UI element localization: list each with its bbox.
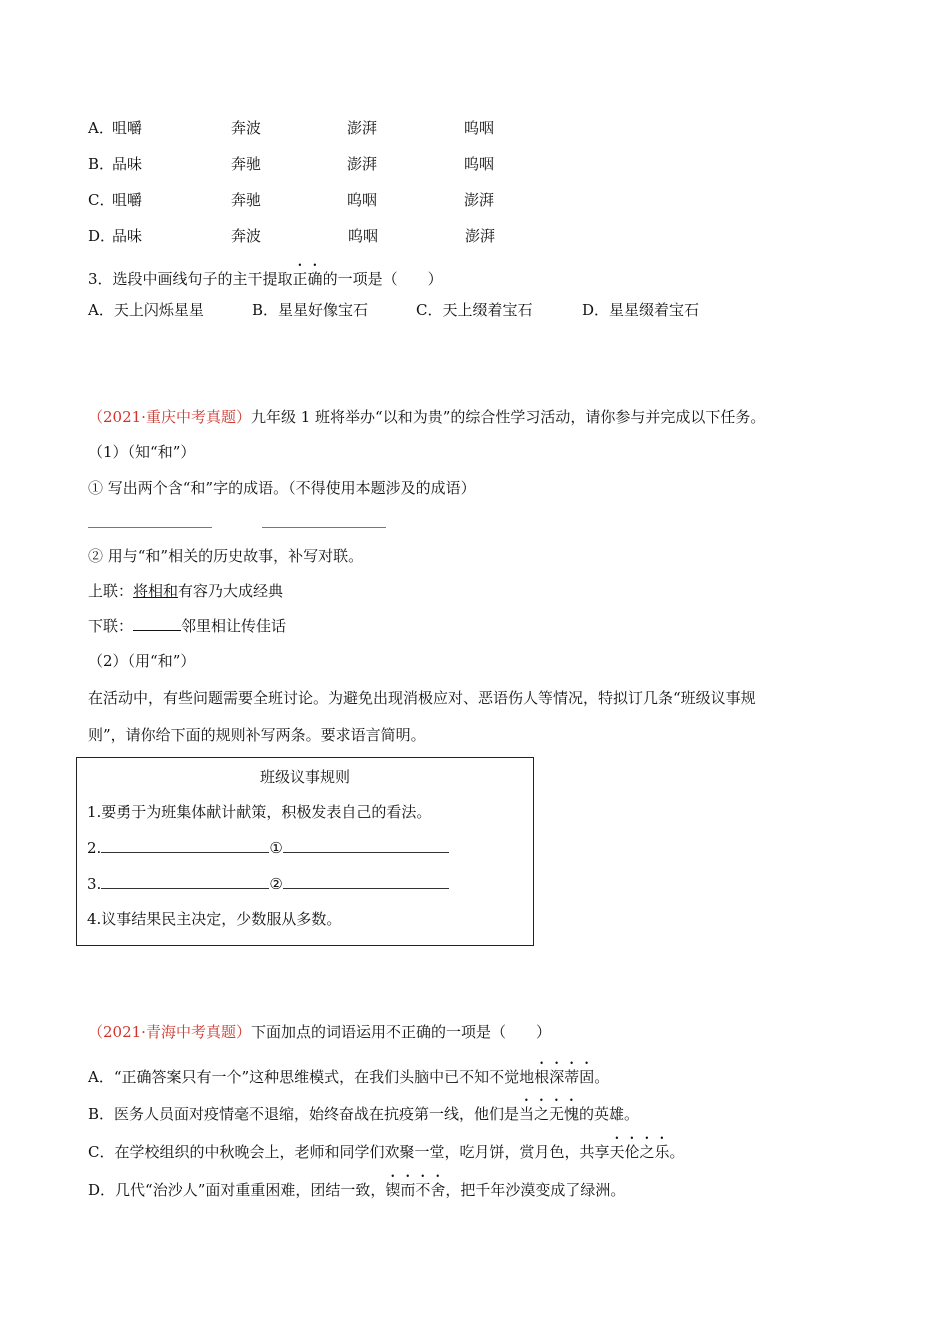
rule-3-fill-blank-2[interactable]: [283, 874, 449, 889]
rule-3-marker: ②: [269, 875, 283, 893]
rule-2-marker: ①: [269, 839, 283, 857]
option-word-4: 呜咽: [464, 155, 495, 173]
option-text-tail: 。: [594, 1068, 610, 1086]
option-text: C．在学校组织的中秋晚会上，老师和同学们欢聚一堂，吃月饼，赏月色，共享: [88, 1143, 610, 1161]
option-word-3: 呜咽: [347, 191, 378, 209]
q3-stem-text: 3．选段中画线句子的主干提取: [88, 270, 293, 288]
rule-1: 1.要勇于为班集体献计献策，积极发表自己的看法。: [87, 803, 432, 821]
emphasis-dotted-word: 当之无愧: [519, 1105, 580, 1123]
option-word-2: 奔波: [231, 119, 262, 137]
option-word-4: 澎湃: [465, 227, 496, 245]
option-word-3: 呜咽: [348, 227, 379, 245]
option-word-3: 澎湃: [347, 119, 378, 137]
qinghai-option-a: [88, 1059, 609, 1087]
emphasis-dotted-word: 正确: [292, 270, 323, 288]
couplet-fill-blank[interactable]: [133, 616, 181, 631]
rule-3-fill-blank[interactable]: [101, 874, 269, 889]
rule-3-number: 3.: [87, 875, 102, 893]
option-letter: A．: [88, 119, 114, 137]
rules-box: [76, 757, 534, 946]
option-letter: B．: [88, 155, 115, 173]
emphasis-dotted-word: 天伦之乐: [609, 1143, 670, 1161]
rule-2: [87, 838, 449, 858]
option-word-2: 奔波: [231, 227, 262, 245]
source-tag: （2021·重庆中考真题）: [88, 408, 251, 426]
part2-title: （2）（用“和”）: [88, 652, 196, 670]
option-word-1: 咀嚼: [112, 191, 143, 209]
q3-option-a: A．天上闪烁星星: [88, 301, 204, 319]
q3-option-b: B．星星好像宝石: [252, 301, 369, 319]
sub-question-2: ② 用与“和”相关的历史故事，补写对联。: [88, 547, 364, 565]
answer-blank-1[interactable]: [88, 527, 212, 528]
option-text: D．几代“治沙人”面对重重困难，团结一致，: [88, 1181, 386, 1199]
question-stem: 下面加点的词语运用不正确的一项是（ ）: [250, 1023, 551, 1041]
couplet-lower-rest: 邻里相让传佳话: [181, 617, 287, 635]
emphasis-dotted-word: 锲而不舍: [385, 1181, 446, 1199]
part1-title: （1）（知“和”）: [88, 443, 196, 461]
sub-question-1: ① 写出两个含“和”字的成语。（不得使用本题涉及的成语）: [88, 479, 476, 497]
q3-option-d: D．星星缀着宝石: [582, 301, 700, 319]
rules-box-title: 班级议事规则: [259, 768, 350, 786]
option-text: B．医务人员面对疫情毫不退缩，始终奋战在抗疫第一线，他们是: [88, 1105, 520, 1123]
option-word-3: 澎湃: [347, 155, 378, 173]
part2-paragraph-line1: 在活动中，有些问题需要全班讨论。为避免出现消极应对、恶语伤人等情况，特拟订几条“班级议事规: [88, 689, 756, 707]
part2-paragraph-line2: 则”，请你给下面的规则补写两条。要求语言简明。: [88, 726, 426, 744]
qinghai-option-d: [88, 1172, 625, 1200]
couplet-lower-label: 下联：: [88, 617, 134, 635]
qinghai-option-b: [88, 1096, 639, 1124]
rule-4: 4.议事结果民主决定，少数服从多数。: [87, 910, 342, 928]
option-word-1: 品味: [112, 227, 143, 245]
option-word-1: 品味: [112, 155, 143, 173]
source-tag: （2021·青海中考真题）: [88, 1023, 251, 1041]
option-text-tail: 的英雄。: [579, 1105, 640, 1123]
option-word-1: 咀嚼: [112, 119, 143, 137]
option-word-2: 奔驰: [231, 155, 262, 173]
question-intro: 九年级 1 班将举办“以和为贵”的综合性学习活动，请你参与并完成以下任务。: [250, 408, 766, 426]
option-letter: D．: [88, 227, 116, 245]
option-text-tail: 。: [669, 1143, 685, 1161]
answer-blank-2[interactable]: [262, 527, 386, 528]
couplet-upper-rest: 有容乃大成经典: [178, 582, 284, 600]
couplet-upper-label: 上联：: [88, 582, 134, 600]
qinghai-question-header: [88, 1022, 551, 1042]
q3-stem-tail: 的一项是（ ）: [322, 270, 443, 288]
underlined-story: 将相和: [133, 582, 179, 600]
couplet-lower: [88, 616, 286, 636]
couplet-upper: [88, 581, 283, 601]
chongqing-question-header: [88, 407, 765, 427]
option-word-2: 奔驰: [231, 191, 262, 209]
rule-2-fill-blank-2[interactable]: [283, 838, 449, 853]
option-letter: C．: [88, 191, 115, 209]
qinghai-option-c: [88, 1134, 685, 1162]
q3-stem: [88, 261, 443, 289]
rule-2-fill-blank[interactable]: [101, 838, 269, 853]
q3-option-c: C．天上缀着宝石: [416, 301, 533, 319]
option-word-4: 呜咽: [464, 119, 495, 137]
option-word-4: 澎湃: [464, 191, 495, 209]
emphasis-dotted-word: 根深蒂固: [534, 1068, 595, 1086]
option-text: A．“正确答案只有一个”这种思维模式，在我们头脑中已不知不觉地: [88, 1068, 535, 1086]
rule-3: [87, 874, 449, 894]
option-text-tail: ，把千年沙漠变成了绿洲。: [445, 1181, 626, 1199]
rule-2-number: 2.: [87, 839, 102, 857]
